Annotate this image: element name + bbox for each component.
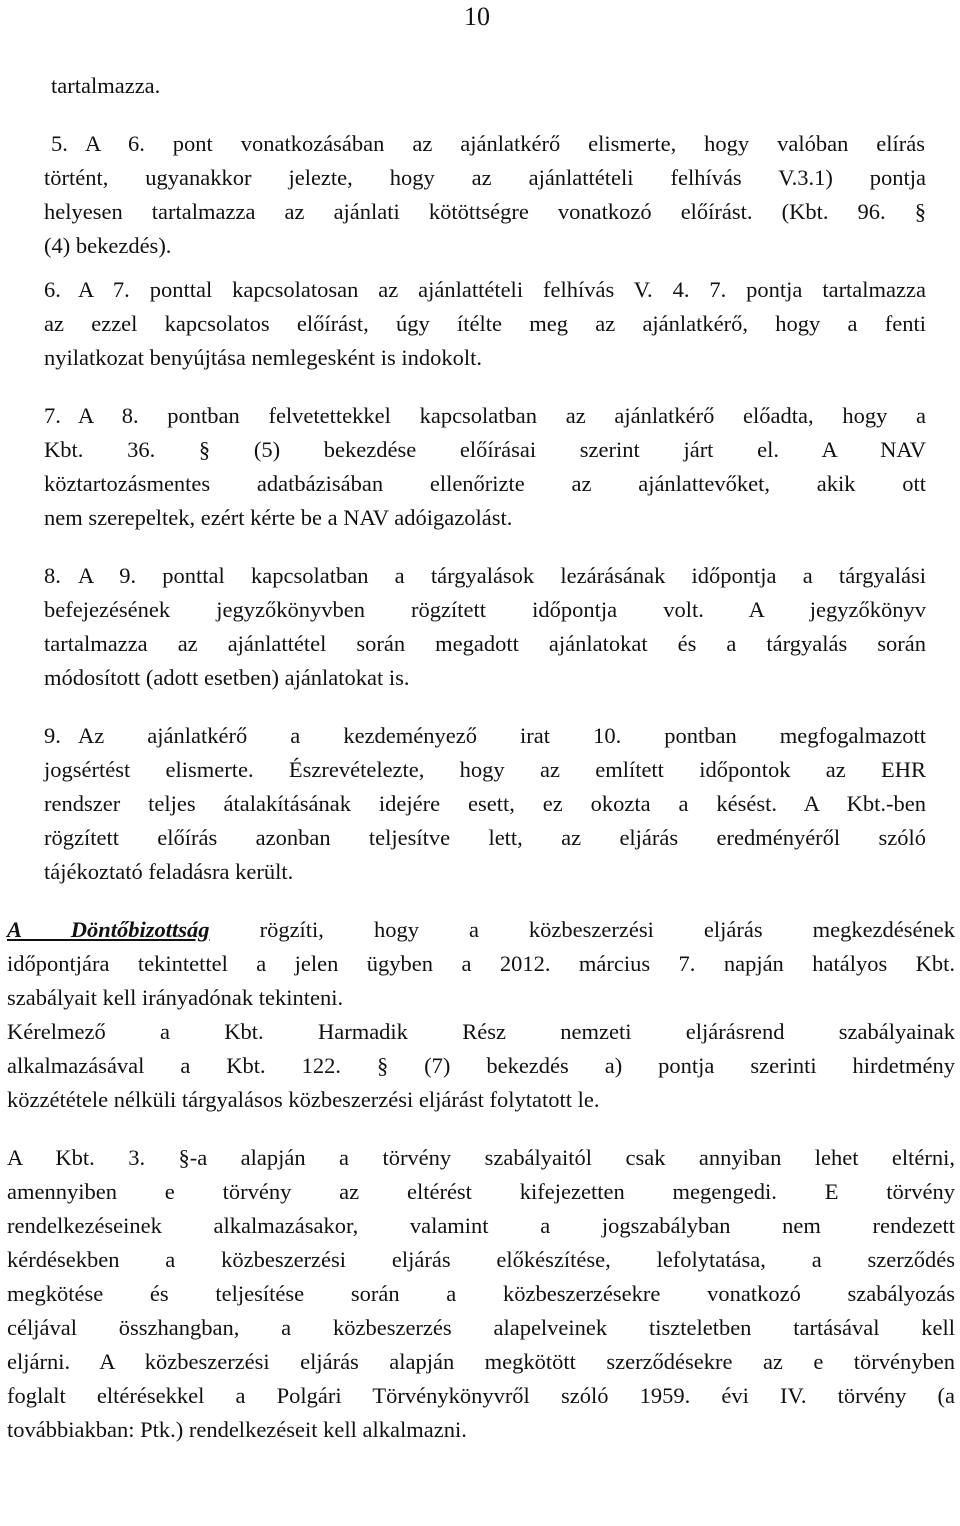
- paragraph-line: kérdésekben a közbeszerzési eljárás előkészítése, lefolytatása, a szerződés: [7, 1247, 955, 1272]
- item-line: jogsértést elismerte. Észrevételezte, hogy az említett időpontok az EHR: [44, 757, 926, 782]
- document-body: [0, 69, 960, 1447]
- list-item: [0, 559, 960, 695]
- paragraph-line: szabályait kell irányadónak tekinteni.: [7, 985, 344, 1010]
- item-line: 6. A 7. ponttal kapcsolatosan az ajánlattételi felhívás V. 4. 7. pontja tartalmazza: [0, 273, 926, 307]
- paragraph-line: foglalt eltérésekkel a Polgári Törvénykönyvről szóló 1959. évi IV. törvény (a: [7, 1383, 955, 1408]
- item-line: rendszer teljes átalakításának idejére esett, ez okozta a késést. A Kbt.-ben: [44, 791, 926, 816]
- paragraph-line: továbbiakban: Ptk.) rendelkezéseit kell alkalmazni.: [7, 1417, 467, 1442]
- list-item: [0, 273, 960, 375]
- item-line: (4) bekezdés).: [44, 233, 172, 258]
- list-item: [0, 399, 960, 535]
- item-line: 7. A 8. pontban felvetettekkel kapcsolatban az ajánlatkérő előadta, hogy a: [0, 399, 926, 433]
- list-item: [0, 127, 960, 263]
- item-number: 6.: [44, 277, 61, 302]
- paragraph-line: alkalmazásával a Kbt. 122. § (7) bekezdés a) pontja szerinti hirdetmény: [7, 1053, 955, 1078]
- item-number: 5.: [51, 131, 68, 156]
- item-line: tájékoztató feladásra került.: [44, 859, 294, 884]
- item-line: nyilatkozat benyújtása nemlegesként is indokolt.: [44, 345, 483, 370]
- item-line: tartalmazza az ajánlattétel során megadott ajánlatokat és a tárgyalás során: [44, 631, 926, 656]
- closing-paragraph: [0, 1141, 960, 1447]
- item-number: 9.: [44, 723, 61, 748]
- paragraph-line: A Kbt. 3. §-a alapján a törvény szabályaitól csak annyiban lehet eltérni,: [7, 1145, 955, 1170]
- item-line: Kbt. 36. § (5) bekezdése előírásai szerint járt el. A NAV: [44, 437, 926, 462]
- paragraph-line: céljával összhangban, a közbeszerzés alapelveinek tiszteletben tartásával kell: [7, 1315, 955, 1340]
- paragraph-line: eljárni. A közbeszerzési eljárás alapján megkötött szerződésekre az e törvényben: [7, 1349, 955, 1374]
- paragraph-line: közzététele nélküli tárgyalásos közbeszerzési eljárást folytatott le.: [7, 1087, 600, 1112]
- decision-paragraph: [0, 913, 960, 1117]
- item-line: nem szerepeltek, ezért kérte be a NAV adóigazolást.: [44, 505, 513, 530]
- paragraph-line: Kérelmező a Kbt. Harmadik Rész nemzeti eljárásrend szabályainak: [7, 1019, 955, 1044]
- decision-heading: A Döntőbizottság: [7, 917, 210, 942]
- paragraph-line: időpontjára tekintettel a jelen ügyben a 2012. március 7. napján hatályos Kbt.: [7, 951, 955, 976]
- page-number: 10: [464, 2, 490, 31]
- intro-fragment: tartalmazza.: [51, 73, 161, 98]
- item-line: az ezzel kapcsolatos előírást, úgy ítélte meg az ajánlatkérő, hogy a fenti: [44, 311, 926, 336]
- item-line: helyesen tartalmazza az ajánlati kötöttségre vonatkozó előírást. (Kbt. 96. §: [44, 199, 926, 224]
- item-line: rögzített előírás azonban teljesítve lett, az eljárás eredményéről szóló: [44, 825, 926, 850]
- item-line: 8. A 9. ponttal kapcsolatban a tárgyalások lezárásának időpontja a tárgyalási: [0, 559, 926, 593]
- list-item: [0, 719, 960, 889]
- item-number: 8.: [44, 563, 61, 588]
- paragraph-line: A Döntőbizottság rögzíti, hogy a közbeszerzési eljárás megkezdésének: [7, 917, 955, 942]
- paragraph-line: rendelkezéseinek alkalmazásakor, valamint a jogszabályban nem rendezett: [7, 1213, 955, 1238]
- item-line: 5. A 6. pont vonatkozásában az ajánlatkérő elismerte, hogy valóban elírás: [0, 127, 925, 161]
- item-line: köztartozásmentes adatbázisában ellenőrizte az ajánlattevőket, akik ott: [44, 471, 926, 496]
- paragraph-line: amennyiben e törvény az eltérést kifejezetten megengedi. E törvény: [7, 1179, 955, 1204]
- item-line: befejezésének jegyzőkönyvben rögzített időpontja volt. A jegyzőkönyv: [44, 597, 926, 622]
- paragraph-line: megkötése és teljesítése során a közbeszerzésekre vonatkozó szabályozás: [7, 1281, 955, 1306]
- item-number: 7.: [44, 403, 61, 428]
- item-line: 9. Az ajánlatkérő a kezdeményező irat 10. pontban megfogalmazott: [0, 719, 926, 753]
- item-line: történt, ugyanakkor jelezte, hogy az ajánlattételi felhívás V.3.1) pontja: [44, 165, 926, 190]
- item-line: módosított (adott esetben) ajánlatokat is.: [44, 665, 410, 690]
